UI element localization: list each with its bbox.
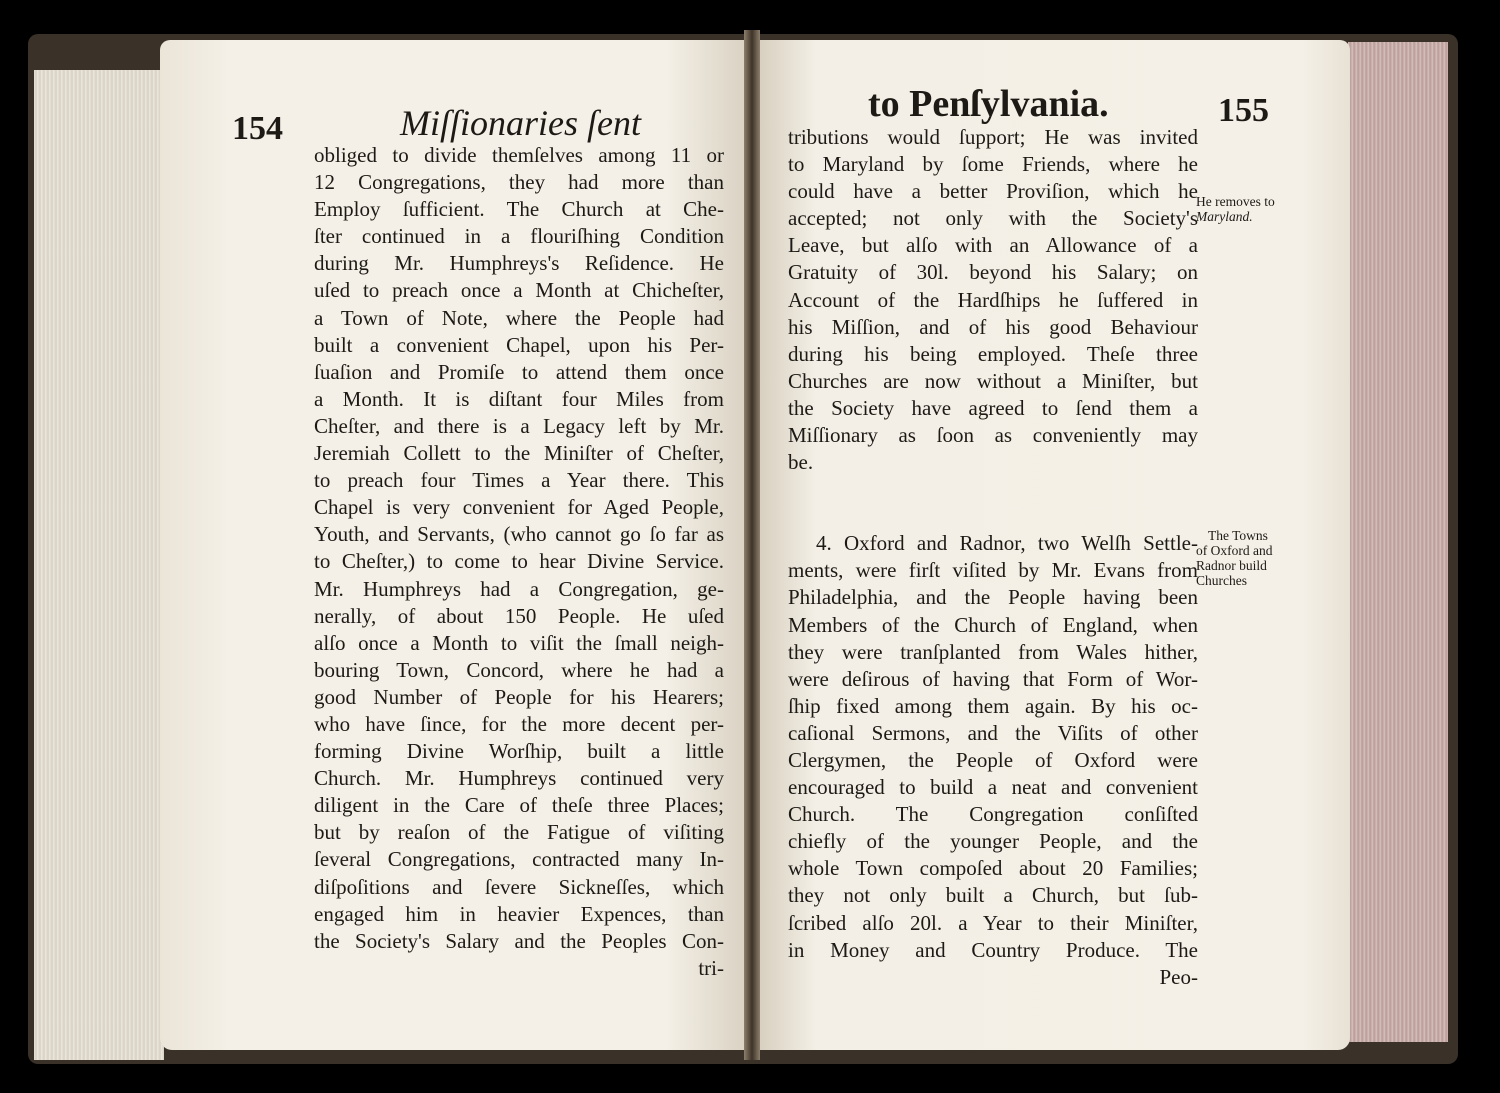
text-line: they not only built a Church, but ſub- (788, 883, 1198, 908)
text-line: Gratuity of 30l. beyond his Salary; on (788, 260, 1198, 285)
text-line: Churches are now without a Miniſter, but (788, 368, 1198, 393)
text-line: be. (788, 450, 814, 475)
text-line: were deſirous of having that Form of Wor- (788, 666, 1198, 691)
text-line: could have a better Proviſion, which he (788, 179, 1198, 204)
text-line: built a convenient Chapel, upon his Per- (314, 332, 724, 357)
text-line: chiefly of the younger People, and the (788, 829, 1198, 854)
text-line: encouraged to build a neat and convenient (788, 775, 1198, 800)
running-head-left: Miſſionaries ſent (400, 103, 641, 143)
running-head-right: to Penſylvania. (868, 83, 1109, 125)
text-line: caſional Sermons, and the Viſits of other (788, 720, 1198, 745)
text-line: a Town of Note, where the People had (314, 305, 724, 330)
text-line: accepted; not only with the Society's (788, 206, 1198, 231)
text-line: the Society's Salary and the Peoples Con- (314, 928, 724, 953)
text-line: Employ ſufficient. The Church at Che- (314, 197, 724, 222)
text-line: 4. Oxford and Radnor, two Welſh Settle- (816, 531, 1198, 556)
left-page (160, 40, 748, 1050)
text-line: Account of the Hardſhips he ſuffered in (788, 287, 1198, 312)
text-line: a Month. It is diſtant four Miles from (314, 386, 724, 411)
text-line: ſuaſion and Promiſe to attend them once (314, 359, 724, 384)
text-line: uſed to preach once a Month at Chicheſter, (314, 278, 724, 303)
text-line: Youth, and Servants, (who cannot go ſo far as (314, 522, 724, 547)
page-number-right: 155 (1218, 92, 1269, 129)
text-line: good Number of People for his Hearers; (314, 684, 724, 709)
text-line: obliged to divide themſelves among 11 or (314, 143, 724, 167)
margin-note-line: Radnor build (1196, 558, 1267, 573)
right-page (756, 40, 1350, 1050)
text-line: 12 Congregations, they had more than (314, 170, 724, 195)
text-line: Chapel is very convenient for Aged People, (314, 495, 724, 520)
text-line: bouring Town, Concord, where he had a (314, 657, 724, 682)
text-line: but by reaſon of the Fatigue of viſiting (314, 820, 724, 845)
text-line: they were tranſplanted from Wales hither, (788, 639, 1198, 664)
margin-note-line: of Oxford and (1196, 543, 1273, 558)
text-line: Church. The Congregation conſiſted (788, 802, 1198, 827)
text-line: alſo once a Month to viſit the ſmall neigh- (314, 630, 724, 655)
text-line: forming Divine Worſhip, built a little (314, 739, 724, 764)
text-line: who have ſince, for the more decent per- (314, 711, 724, 736)
text-line: Cheſter, and there is a Legacy left by Mr. (314, 413, 724, 438)
text-line: in Money and Country Produce. The (788, 937, 1198, 962)
text-line: nerally, of about 150 People. He uſed (314, 603, 724, 628)
margin-note-maryland (1196, 194, 1275, 224)
text-line: to Cheſter,) to come to hear Divine Service. (314, 549, 724, 574)
margin-note-line: The Towns (1208, 528, 1268, 543)
text-line: Leave, but alſo with an Allowance of a (788, 233, 1198, 258)
text-line: Church. Mr. Humphreys continued very (314, 766, 724, 791)
catchword-right: Peo- (1159, 964, 1198, 989)
text-line: to preach four Times a Year there. This (314, 468, 724, 493)
text-line: Miſſionary as ſoon as conveniently may (788, 423, 1198, 448)
margin-note-oxford-radnor (1196, 528, 1272, 588)
text-line: diligent in the Care of theſe three Places; (314, 793, 724, 818)
text-line: ſter continued in a flouriſhing Condition (314, 224, 724, 249)
text-line: ſcribed alſo 20l. a Year to their Miniſter, (788, 910, 1198, 935)
text-line: Jeremiah Collett to the Miniſter of Cheſter, (314, 441, 724, 466)
text-line: tributions would ſupport; He was invited (788, 125, 1198, 149)
book-gutter (744, 30, 760, 1060)
margin-note-line: Maryland. (1196, 209, 1253, 224)
text-line: whole Town compoſed about 20 Families; (788, 856, 1198, 881)
left-page-edges (34, 70, 164, 1060)
text-line: during his being employed. Theſe three (788, 341, 1198, 366)
page-number-left: 154 (232, 110, 283, 147)
margin-note-line: He removes to (1196, 194, 1275, 209)
text-line: during Mr. Humphreys's Reſidence. He (314, 251, 724, 276)
right-page-edges (1348, 42, 1448, 1042)
text-line: the Society have agreed to ſend them a (788, 395, 1198, 420)
text-line: ſeveral Congregations, contracted many In- (314, 847, 724, 872)
text-line: ments, were firſt viſited by Mr. Evans from (788, 558, 1198, 583)
right-page-text (788, 124, 1198, 991)
left-page-text (314, 142, 724, 982)
text-line: Mr. Humphreys had a Congregation, ge- (314, 576, 724, 601)
catchword-left: tri- (698, 955, 724, 980)
text-line: his Miſſion, and of his good Behaviour (788, 314, 1198, 339)
text-line: Clergymen, the People of Oxford were (788, 747, 1198, 772)
text-line: Philadelphia, and the People having been (788, 585, 1198, 610)
margin-note-line: Churches (1196, 573, 1247, 588)
text-line: to Maryland by ſome Friends, where he (788, 152, 1198, 177)
text-line: engaged him in heavier Expences, than (314, 901, 724, 926)
text-line: ſhip fixed among them again. By his oc- (788, 693, 1198, 718)
text-line: diſpoſitions and ſevere Sickneſſes, which (314, 874, 724, 899)
text-line: Members of the Church of England, when (788, 612, 1198, 637)
